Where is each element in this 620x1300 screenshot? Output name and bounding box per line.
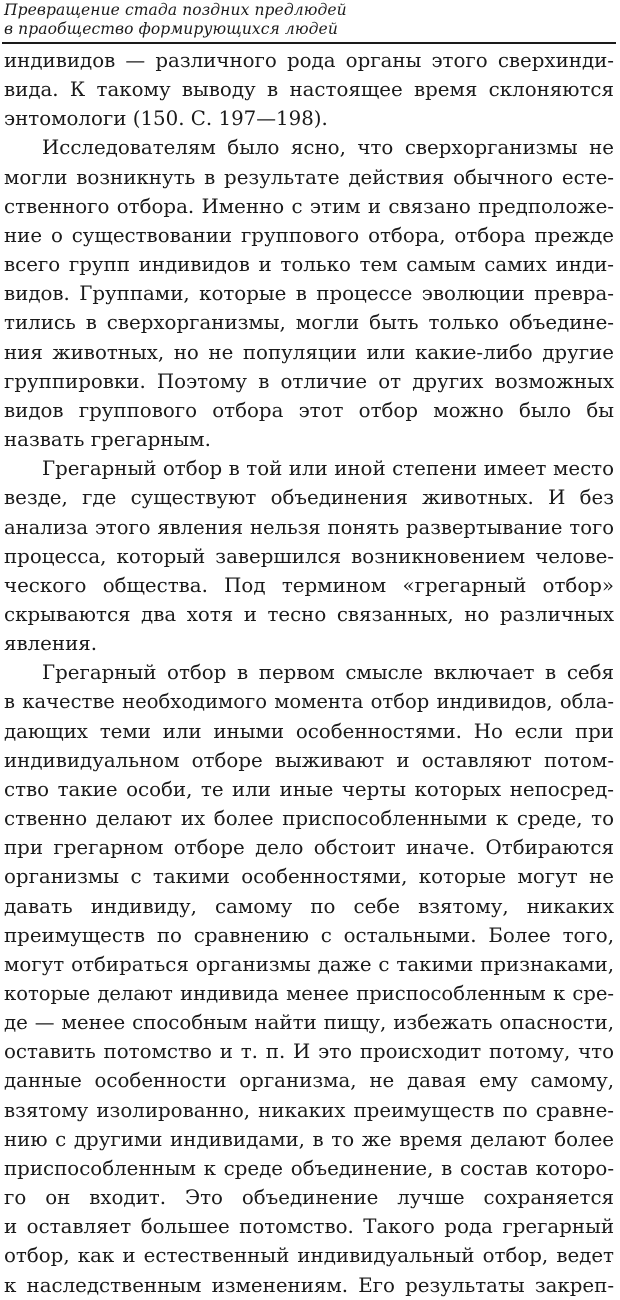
text-line: везде, где существуют объединения животных. И без [4,486,614,510]
text-line: оставить потомство и т. п. И это происходит потому, что [4,1040,614,1064]
text-line: взятому изолированно, никаких преимуществ по сравне- [4,1098,614,1122]
text-line: скрываются два хотя и тесно связанных, но различных [4,602,614,626]
text-line: могут отбираться организмы даже с такими признаками, [4,952,614,976]
text-line: процесса, который завершился возникновением челове- [4,544,614,568]
text-line: назвать грегарным. [4,428,211,452]
text-line: тились в сверхорганизмы, могли быть только объедине- [4,311,614,335]
text-line: ство такие особи, те или иные черты которых непосред- [4,777,614,801]
text-line: всего групп индивидов и только тем самым самих инди- [4,253,614,277]
header-rule [2,42,616,44]
text-line: и оставляет большее потомство. Такого рода грегарный [4,1215,614,1239]
text-line: давать индивиду, самому по себе взятому, никаких [4,894,614,918]
text-line: группировки. Поэтому в отличие от других возможных [4,369,614,393]
running-head [4,1,614,39]
text-line: индивидуальном отборе выживают и оставляют потом- [4,748,614,772]
text-line: явления. [4,632,98,656]
text-line: преимуществ по сравнению с остальными. Более того, [4,923,614,947]
text-line: к наследственным изменениям. Его результаты закреп- [4,1273,614,1297]
text-line: нию с другими индивидами, в то же время делают более [4,1127,614,1151]
text-line: которые делают индивида менее приспособленным к сре- [4,982,614,1005]
text-line: вида. К такому выводу в настоящее время склоняются [4,78,614,102]
text-line: де — менее способным найти пищу, избежать опасности, [4,1011,614,1035]
text-line: организмы с такими особенностями, которые могут не [4,865,614,889]
text-line: дающих теми или иными особенностями. Но если при [4,719,614,743]
text-line: индивидов — различного рода органы этого сверхинди- [4,49,614,72]
text-line: отбор, как и естественный индивидуальный отбор, ведет [4,1244,614,1268]
text-line: данные особенности организма, не давая ему самому, [4,1069,614,1093]
text-line: ственно делают их более приспособленными к среде, то [4,807,614,831]
text-line: при грегарном отборе дело обстоит иначе. Отбираются [4,836,614,860]
text-line: в качестве необходимого момента отбор индивидов, обла- [4,690,614,714]
text-line: ния животных, но не популяции или какие-либо другие [4,340,614,364]
body-text [4,46,614,1300]
text-line: приспособленным к среде объединение, в состав которо- [4,1156,614,1180]
text-line: Исследователям было ясно, что сверхорганизмы не [42,136,614,160]
text-line: ственного отбора. Именно с этим и связано предположе- [4,194,614,218]
running-head-line-1: Превращение стада поздних предлюдей [4,1,347,19]
text-line: видов. Группами, которые в процессе эволюции превра- [4,282,614,306]
text-line: анализа этого явления нельзя понять развертывание того [4,515,614,539]
text-line: ческого общества. Под термином «грегарный отбор» [4,573,614,597]
text-line: Грегарный отбор в первом смысле включает в себя [42,661,614,685]
text-line: го он входит. Это объединение лучше сохраняется [4,1186,614,1210]
text-line: энтомологи (150. С. 197—198). [4,107,328,131]
text-line: могли возникнуть в результате действия обычного есте- [4,165,614,189]
running-head-line-2: в праобщество формирующихся людей [4,20,338,38]
text-line: видов группового отбора этот отбор можно было бы [4,398,614,422]
text-line: ние о существовании группового отбора, отбора прежде [4,223,614,247]
text-line: Грегарный отбор в той или иной степени имеет место [42,457,614,481]
